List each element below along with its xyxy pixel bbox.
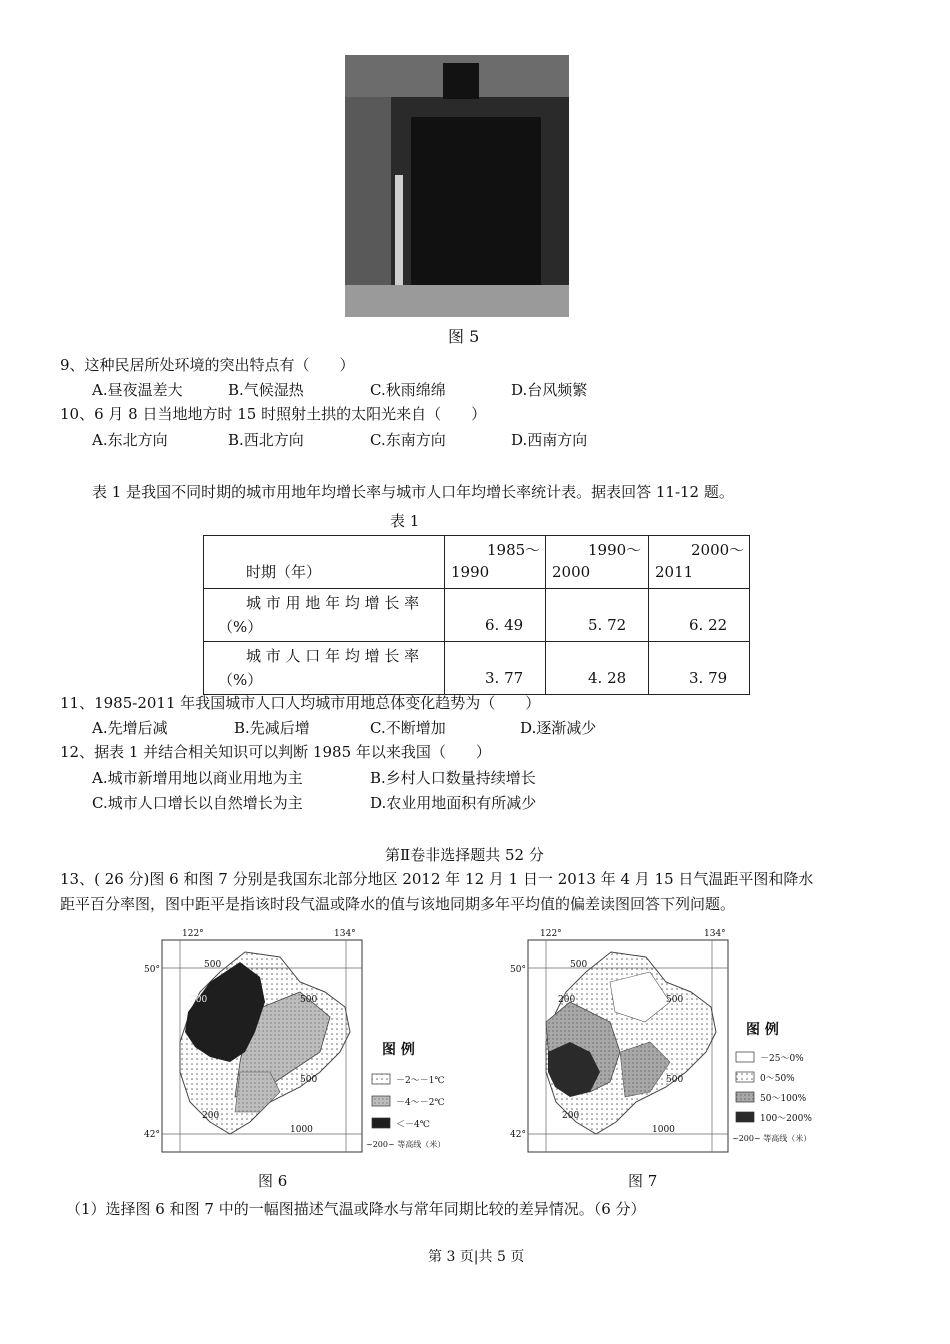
q13-sub-1: （1）选择图 6 和图 7 中的一幅图描述气温或降水与常年同期比较的差异情况。（6 分） — [66, 1200, 646, 1218]
row-1-value-3: 6. 22 — [689, 616, 728, 634]
table1 — [203, 535, 750, 695]
q13-line-2: 距平百分率图，图中距平是指该时段气温或降水的值与该地同期多年平均值的偏差读图回答下列问题。 — [60, 895, 736, 913]
q12-option-d: D.农业用地面积有所减少 — [370, 794, 537, 812]
q9-option-d: D.台风频繁 — [511, 381, 588, 399]
row-1-value-2: 5. 72 — [588, 616, 627, 634]
row-1-label-a: 城 市 用 地 年 均 增 长 率 — [246, 594, 420, 612]
table-cell — [649, 642, 750, 695]
svg-text:100～200%: 100～200% — [760, 1114, 812, 1124]
figure7-caption: 图 7 — [628, 1172, 658, 1190]
q11-option-b: B.先减后增 — [234, 719, 310, 737]
svg-text:50～100%: 50～100% — [760, 1094, 807, 1104]
table-header-label-cell — [204, 536, 445, 589]
table-cell — [546, 642, 649, 695]
table1-title: 表 1 — [390, 512, 420, 530]
table-intro: 表 1 是我国不同时期的城市用地年均增长率与城市人口年均增长率统计表。据表回答 11-12 题。 — [92, 483, 734, 501]
q9-option-a: A.昼夜温差大 — [92, 381, 183, 399]
svg-text:＜－4℃: ＜－4℃ — [396, 1120, 430, 1130]
svg-text:图 例: 图 例 — [746, 1022, 779, 1038]
q11-option-c: C.不断增加 — [370, 719, 446, 737]
q11-stem: 11、1985-2011 年我国城市人口人均城市用地总体变化趋势为（ ） — [60, 694, 541, 712]
svg-text:122°: 122° — [540, 929, 562, 939]
svg-text:－25～0%: －25～0% — [760, 1054, 804, 1064]
figure5-photo — [345, 55, 569, 317]
map-figure7 — [500, 922, 820, 1164]
svg-text:~200~ 等高线（米）: ~200~ 等高线（米） — [732, 1134, 812, 1143]
svg-text:200: 200 — [558, 995, 576, 1005]
period-3-start: 2000～ — [691, 541, 745, 559]
q12-option-a: A.城市新增用地以商业用地为主 — [92, 769, 303, 787]
q9-option-b: B.气候湿热 — [228, 381, 304, 399]
q10-option-d: D.西南方向 — [511, 431, 588, 449]
svg-text:42°: 42° — [510, 1130, 526, 1140]
svg-text:42°: 42° — [144, 1130, 160, 1140]
svg-text:1000: 1000 — [290, 1125, 313, 1135]
table-header-period-3 — [649, 536, 750, 589]
svg-text:200: 200 — [190, 995, 208, 1005]
page-footer: 第 3 页|共 5 页 — [428, 1249, 525, 1265]
period-2-start: 1990～ — [588, 541, 642, 559]
q10-option-b: B.西北方向 — [228, 431, 304, 449]
table-cell — [649, 589, 750, 642]
q11-option-a: A.先增后减 — [92, 719, 168, 737]
svg-text:图 例: 图 例 — [382, 1042, 415, 1058]
q10-option-a: A.东北方向 — [92, 431, 168, 449]
row-2-label-b: （%） — [218, 671, 263, 689]
svg-text:~200~ 等高线（米）: ~200~ 等高线（米） — [366, 1140, 446, 1149]
svg-text:500: 500 — [666, 995, 684, 1005]
q12-stem: 12、据表 1 并结合相关知识可以判断 1985 年以来我国（ ） — [60, 743, 491, 761]
table-cell — [445, 642, 546, 695]
q12-option-b: B.乡村人口数量持续增长 — [370, 769, 536, 787]
svg-text:500: 500 — [300, 1075, 318, 1085]
figure6-caption: 图 6 — [258, 1172, 288, 1190]
svg-text:134°: 134° — [704, 929, 726, 939]
svg-text:500: 500 — [570, 960, 588, 970]
svg-text:500: 500 — [204, 960, 222, 970]
table-row-1-label — [204, 589, 445, 642]
svg-text:200: 200 — [202, 1111, 220, 1121]
row-2-value-2: 4. 28 — [588, 669, 627, 687]
table-cell — [546, 589, 649, 642]
svg-text:134°: 134° — [334, 929, 356, 939]
svg-text:－2～－1℃: －2～－1℃ — [396, 1076, 445, 1086]
row-2-value-3: 3. 79 — [689, 669, 728, 687]
period-2-end: 2000 — [552, 563, 591, 581]
svg-text:500: 500 — [666, 1075, 684, 1085]
svg-text:0～50%: 0～50% — [760, 1074, 795, 1084]
q13-line-1: 13、( 26 分)图 6 和图 7 分别是我国东北部分地区 2012 年 12 月 1 日一 2013 年 4 月 15 日气温距平图和降水 — [60, 870, 814, 888]
period-3-end: 2011 — [655, 563, 694, 581]
section-2-heading: 第Ⅱ卷非选择题共 52 分 — [385, 846, 544, 864]
map-figure6 — [144, 922, 470, 1164]
row-1-value-1: 6. 49 — [485, 616, 524, 634]
svg-text:122°: 122° — [182, 929, 204, 939]
svg-text:200: 200 — [562, 1111, 580, 1121]
svg-text:1000: 1000 — [652, 1125, 675, 1135]
row-2-value-1: 3. 77 — [485, 669, 524, 687]
q10-option-c: C.东南方向 — [370, 431, 446, 449]
row-2-label-a: 城 市 人 口 年 均 增 长 率 — [246, 647, 420, 665]
q10-stem: 10、6 月 8 日当地地方时 15 时照射土拱的太阳光来自（ ） — [60, 405, 487, 423]
row-1-label-b: （%） — [218, 618, 263, 636]
table-header-period-2 — [546, 536, 649, 589]
period-1-end: 1990 — [451, 563, 490, 581]
table-row-2-label — [204, 642, 445, 695]
q12-option-c: C.城市人口增长以自然增长为主 — [92, 794, 303, 812]
q9-stem: 9、这种民居所处环境的突出特点有（ ） — [60, 356, 355, 374]
table-header-label: 时期（年） — [246, 563, 322, 581]
svg-text:－4～－2℃: －4～－2℃ — [396, 1098, 445, 1108]
table-cell — [445, 589, 546, 642]
period-1-start: 1985～ — [487, 541, 541, 559]
figure5-caption: 图 5 — [448, 327, 480, 346]
q9-option-c: C.秋雨绵绵 — [370, 381, 446, 399]
svg-text:500: 500 — [300, 995, 318, 1005]
svg-text:50°: 50° — [144, 965, 160, 975]
table-header-period-1 — [445, 536, 546, 589]
svg-text:50°: 50° — [510, 965, 526, 975]
q11-option-d: D.逐渐减少 — [520, 719, 597, 737]
